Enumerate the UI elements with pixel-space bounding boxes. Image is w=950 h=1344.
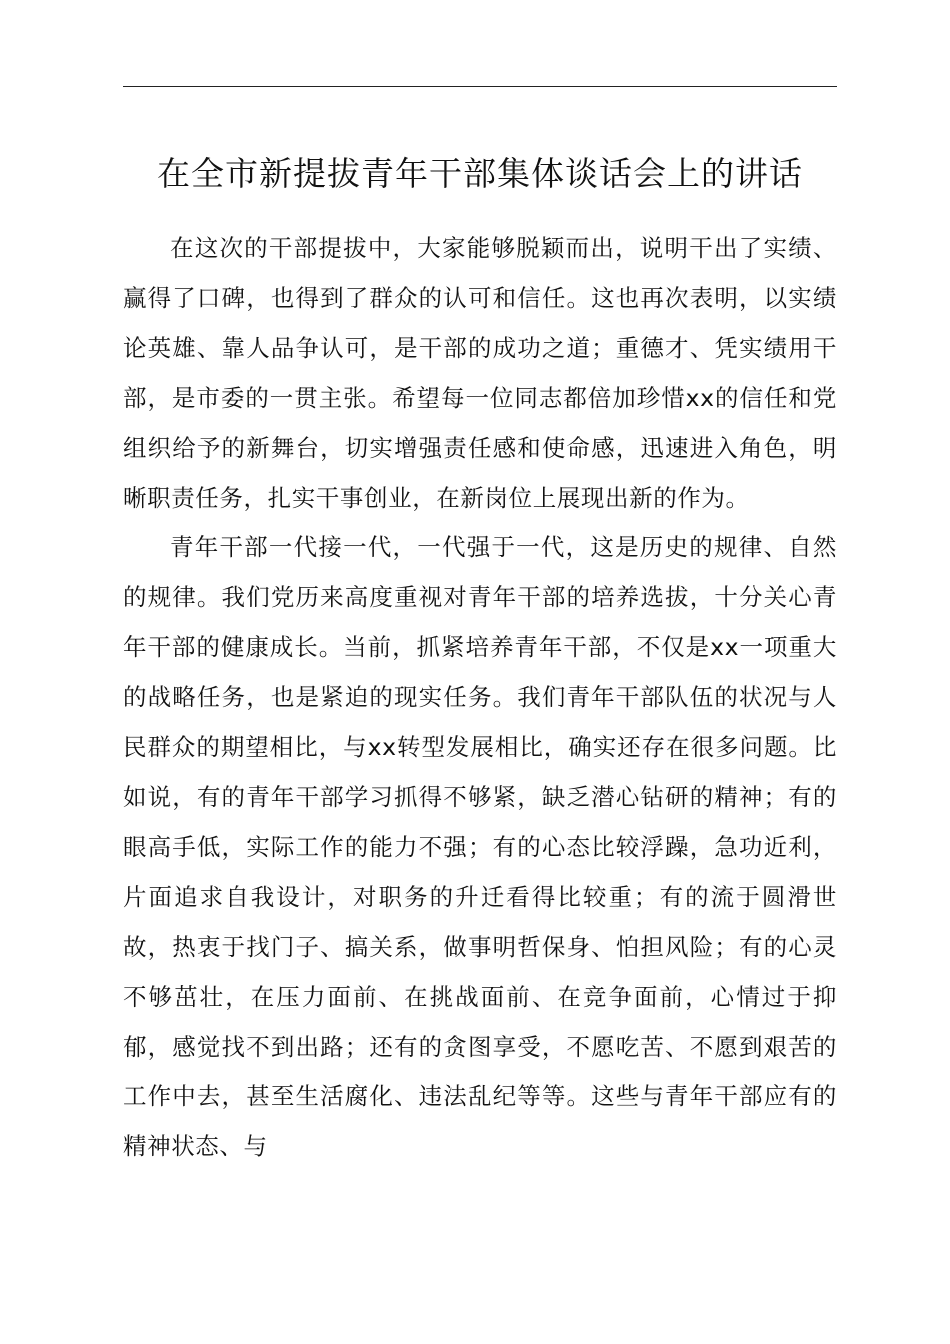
paragraph-2: 青年干部一代接一代，一代强于一代，这是历史的规律、自然的规律。我们党历来高度重视对青年干部的培养选拔，十分关心青年干部的健康成长。当前，抓紧培养青年干部，不仅是xx一项重大的战略任务，也是紧迫的现实任务。我们青年干部队伍的状况与人民群众的期望相比，与xx转型发展相比，确实还存在很多问题。比如说，有的青年干部学习抓得不够紧，缺乏潜心钻研的精神；有的眼高手低，实际工作的能力不强；有的心态比较浮躁，急功近利，片面追求自我设计，对职务的升迁看得比较重；有的流于圆滑世故，热衷于找门子、搞关系，做事明哲保身、怕担风险；有的心灵不够茁壮，在压力面前、在挑战面前、在竞争面前，心情过于抑郁，感觉找不到出路；还有的贪图享受，不愿吃苦、不愿到艰苦的工作中去，甚至生活腐化、违法乱纪等等。这些与青年干部应有的精神状态、与 — [123, 533, 837, 1161]
document-title: 在全市新提拔青年干部集体谈话会上的讲话 — [157, 154, 803, 193]
paragraph-1: 在这次的干部提拔中，大家能够脱颖而出，说明干出了实绩、赢得了口碑，也得到了群众的认可和信任。这也再次表明，以实绩论英雄、靠人品争认可，是干部的成功之道；重德才、凭实绩用干部，是市委的一贯主张。希望每一位同志都倍加珍惜xx的信任和党组织给予的新舞台，切实增强责任感和使命感，迅速进入角色，明晰职责任务，扎实干事创业，在新岗位上展现出新的作为。 — [123, 234, 837, 512]
document-body — [123, 224, 837, 1172]
header-rule — [123, 86, 837, 87]
